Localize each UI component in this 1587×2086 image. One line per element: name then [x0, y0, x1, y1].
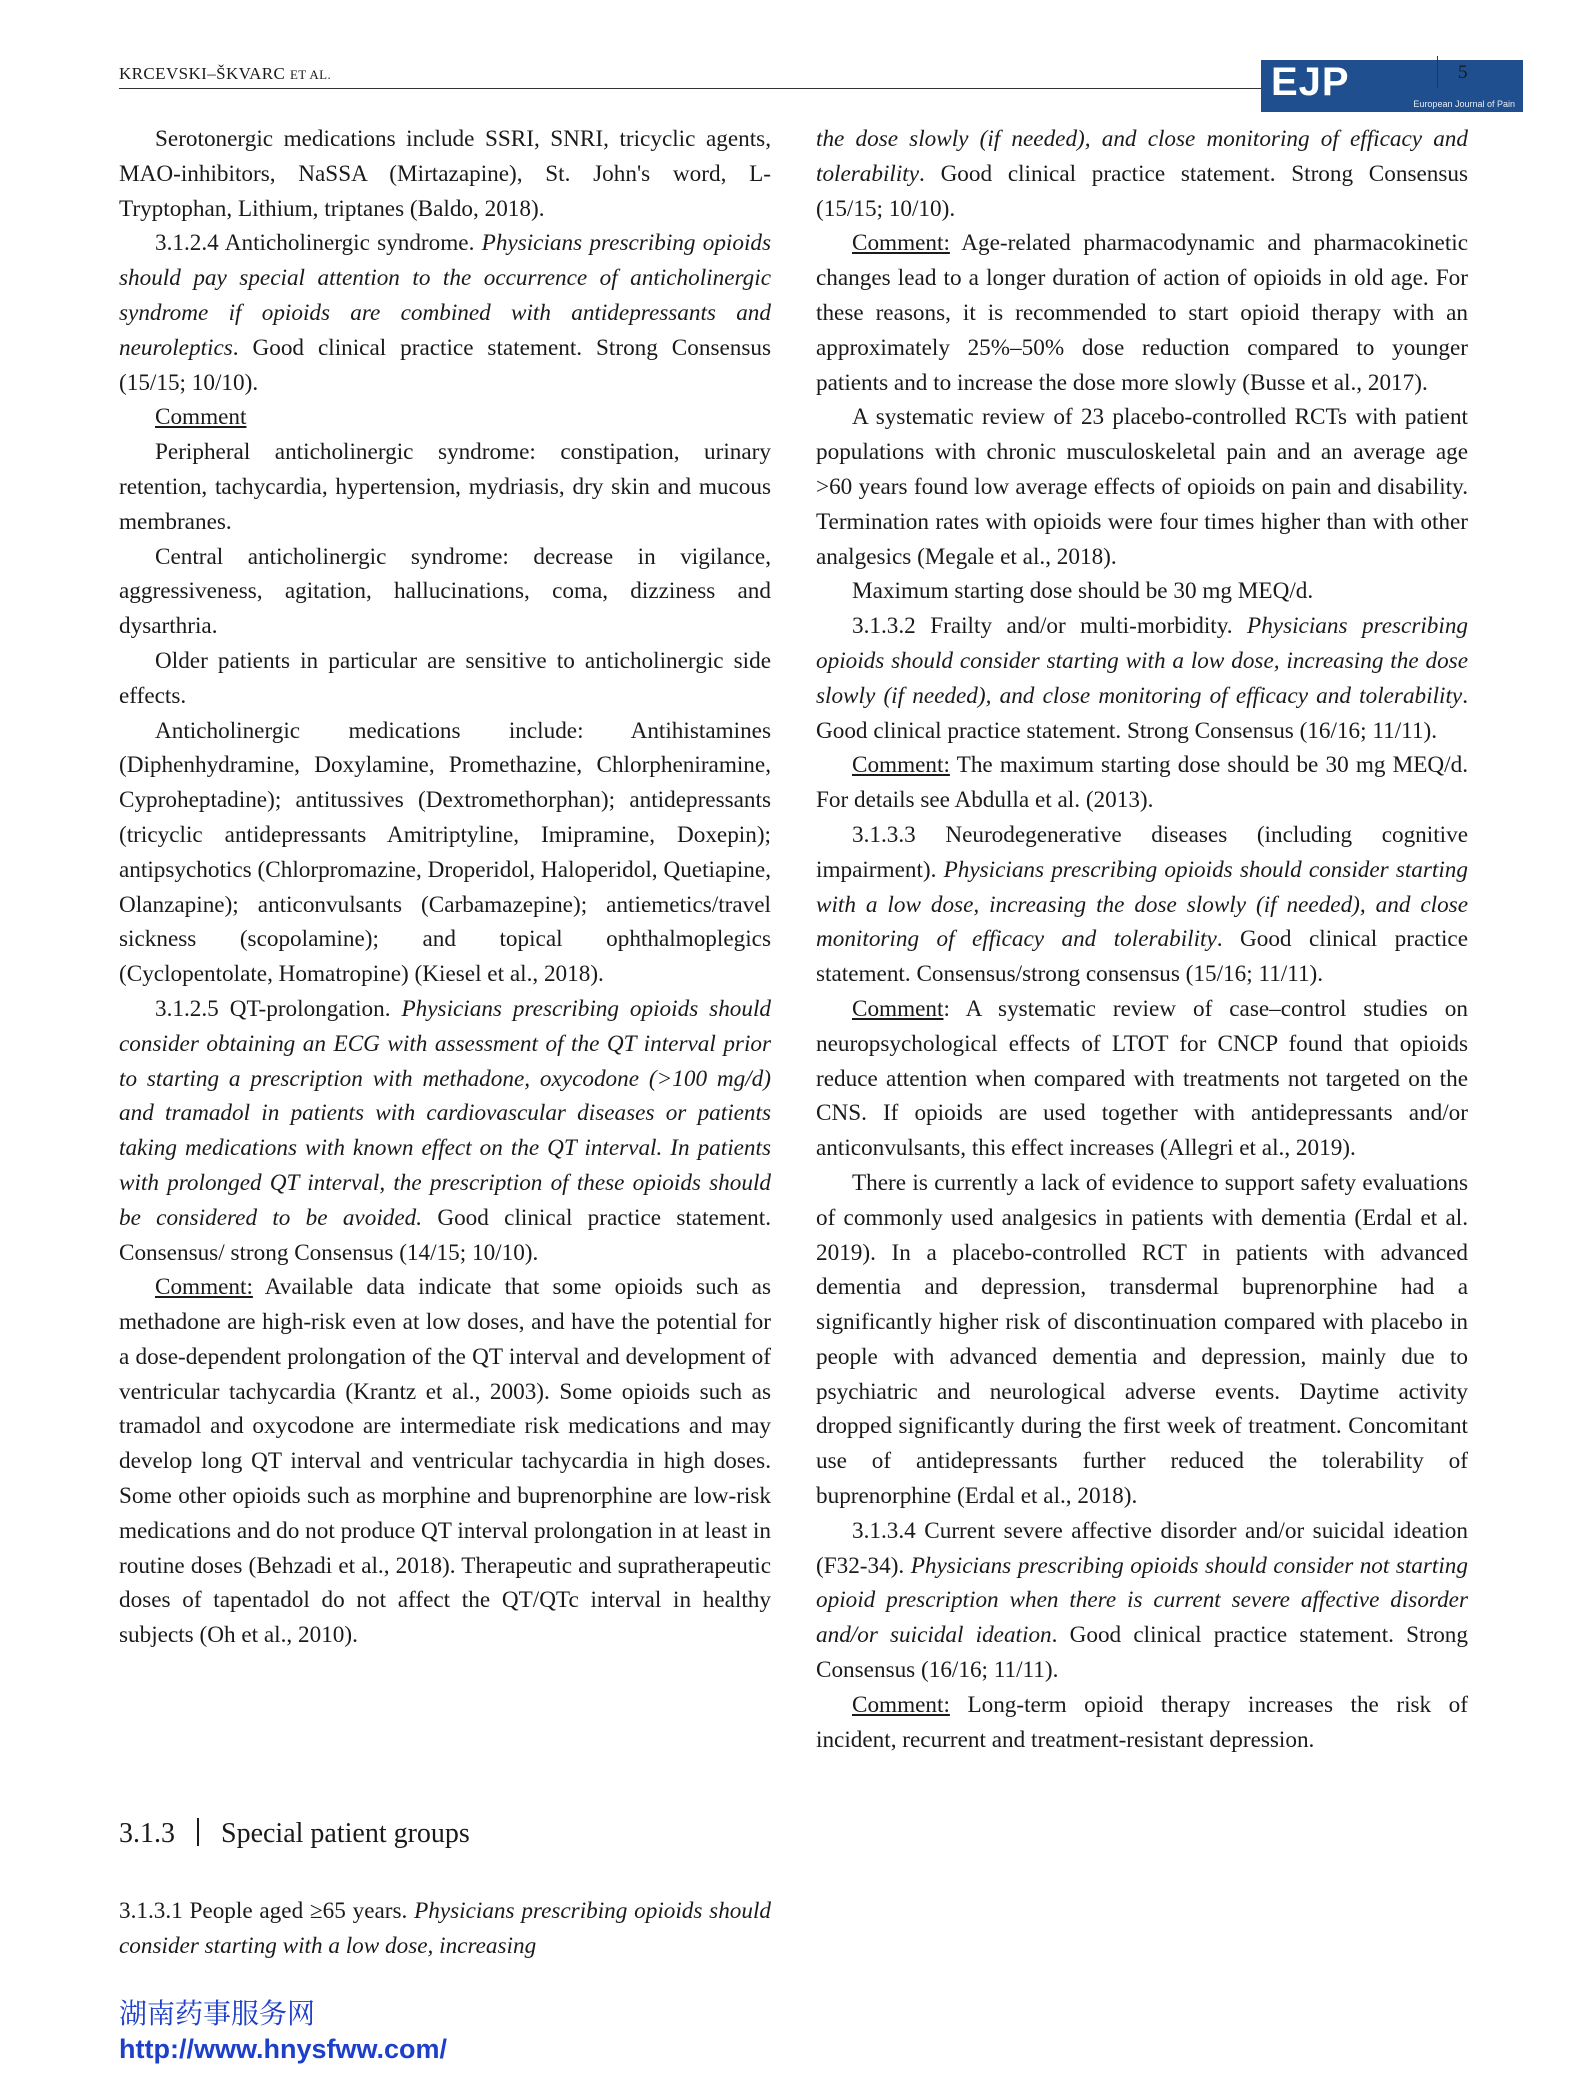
left-column — [119, 122, 771, 1653]
section-title: Special patient groups — [221, 1818, 470, 1849]
journal-logo-subtitle: European Journal of Pain — [1413, 99, 1515, 109]
comment-text: : A systematic review of case–control studies on neuropsychological effects of LTOT for CNCP found that opioids reduce attention when compared with treatments not targeted on the CNS. If opioids are used together with antidepressants and/or anticonvulsants, this effect increases (Allegri et al., 2019). — [816, 995, 1468, 1162]
comment-text: Age-related pharmacodynamic and pharmacokinetic changes lead to a longer duration of action of opioids in old age. For these reasons, it is recommended to start opioid therapy with an approximately 25%–50% dose reduction compared to younger patients and to increase the dose more slowly (Busse et al., 2017). — [816, 230, 1468, 396]
consensus-text: . Good clinical practice statement. Strong Consensus (15/15; 10/10). — [816, 160, 1468, 222]
section-number-3-1-3-2: 3.1.3.2 Frailty and/or multi-morbidity. — [852, 613, 1233, 640]
paragraph-maximum-dose: Maximum starting dose should be 30 mg MEQ/d. — [852, 578, 1314, 605]
page-number: 5 — [1458, 62, 1468, 83]
comment-label: Comment: — [852, 230, 950, 257]
consensus-text: . Good clinical practice statement. Strong Consensus (15/15; 10/10). — [119, 334, 771, 396]
paragraph-qt-comment — [119, 1270, 771, 1653]
paragraph-dementia: There is currently a lack of evidence to support safety evaluations of commonly used analgesics in patients with dementia (Erdal et al. 2019). In a placebo-controlled RCT in patients with advanced dementia and depression, transdermal buprenorphine had a significantly higher risk of discontinuation compared with placebo in people with advanced dementia and depression, mainly due to psychiatric and neurological adverse events. Daytime activity dropped significantly during the first week of treatment. Concomitant use of antidepressants further reduced the tolerability of buprenorphine (Erdal et al., 2018). — [816, 1169, 1468, 1510]
recommendation-text: Physicians prescribing opioids should consider starting with a low dose, increasing the dose slowly (if needed), and close monitoring of efficacy and tolerability — [816, 856, 1468, 953]
comment-label: Comment — [155, 404, 247, 431]
comment-label: Comment: — [852, 1691, 950, 1718]
paragraph-depression-comment — [816, 1688, 1468, 1758]
recommendation-text: Physicians prescribing opioids should consider obtaining an ECG with assessment of the QT interval prior to starting a prescription with methadone, oxycodone (>100 mg/d) and tramadol in patients with cardiovascular diseases or patients taking medications with known effect on the QT interval. In patients with prolonged QT interval, the prescription of these opioids should be considered to be avoided. — [119, 995, 772, 1231]
paragraph-age-comment — [816, 226, 1468, 400]
section-number-3-1-3-1: 3.1.3.1 People aged ≥65 years. — [119, 1898, 408, 1924]
watermark-url[interactable]: http://www.hnysfww.com/ — [119, 2034, 447, 2064]
section-heading-bar — [197, 1818, 199, 1846]
paragraph-neuro-comment — [816, 992, 1468, 1166]
paragraph-anticholinergic-medications: Anticholinergic medications include: Antihistamines (Diphenhydramine, Doxylamine, Promethazine, Chlorpheniramine, Cyproheptadine); antitussives (Dextromethorphan); antidepressants (tricyclic antidepressants Amitriptyline, Imipramine, Doxepin); antipsychotics (Chlorpromazine, Droperidol, Haloperidol, Quetiapine, Olanzapine); anticonvulsants (Carbamazepine); antiemetics/travel sickness (scopolamine); and topical ophthalmoplegics (Cyclopentolate, Homatropine) (Kiesel et al., 2018). — [119, 717, 771, 988]
comment-text: The maximum starting dose should be 30 mg MEQ/d. For details see Abdulla et al. (2013). — [816, 752, 1468, 814]
consensus-text: Good clinical practice statement. Consensus/ strong Consensus (14/15; 10/10). — [119, 1204, 771, 1266]
paragraph-peripheral: Peripheral anticholinergic syndrome: constipation, urinary retention, tachycardia, hypertension, mydriasis, dry skin and mucous membranes. — [119, 439, 771, 535]
recommendation-text: Physicians prescribing opioids should consider starting with a low dose, increasing — [119, 1898, 772, 1959]
section-number: 3.1.3 — [119, 1818, 175, 1849]
comment-text: Long-term opioid therapy increases the risk of incident, recurrent and treatment-resistant depression. — [816, 1691, 1468, 1753]
section-heading — [119, 1818, 470, 1850]
journal-logo-text: EJP — [1271, 60, 1350, 104]
comment-label: Comment — [852, 995, 944, 1022]
left-column-bottom — [119, 1894, 771, 1964]
comment-text: Available data indicate that some opioids such as methadone are high-risk even at low doses, and have the potential for a dose-dependent prolongation of the QT interval and development of ventricular tachycardia (Krantz et al., 2003). Some opioids such as tramadol and oxycodone are intermediate risk medications and may develop long QT interval and ventricular tachycardia in high doses. Some other opioids such as morphine and buprenorphine are low-risk medications and do not produce QT interval prolongation in at least in routine doses (Behzadi et al., 2018). Therapeutic and supratherapeutic doses of tapentadol do not affect the QT/QTc interval in healthy subjects (Oh et al., 2010). — [119, 1274, 771, 1649]
journal-logo — [1261, 60, 1523, 112]
section-number-3-1-2-4: 3.1.2.4 Anticholinergic syndrome. — [155, 230, 475, 257]
header-separator — [1437, 56, 1438, 88]
section-number-3-1-2-5: 3.1.2.5 QT-prolongation. — [155, 995, 391, 1022]
paragraph-frailty-comment — [816, 748, 1468, 818]
paragraph-frailty — [816, 609, 1468, 748]
paragraph-systematic-review: A systematic review of 23 placebo-controlled RCTs with patient populations with chronic musculoskeletal pain and an average age >60 years found low average effects of opioids on pain and disability. Termination rates with opioids were four times higher than with other analgesics (Megale et al., 2018). — [816, 404, 1468, 570]
running-head-suffix: ET AL. — [289, 67, 332, 82]
comment-label: Comment: — [155, 1274, 253, 1301]
paragraph-affective-disorder — [816, 1514, 1468, 1688]
page-header — [119, 60, 1515, 120]
comment-label: Comment: — [852, 752, 950, 779]
comment-heading — [119, 400, 771, 435]
recommendation-text: Physicians prescribing opioids should consider starting with a low dose, increasing the dose slowly (if needed), and close monitoring of efficacy and tolerability — [816, 613, 1469, 709]
consensus-text: . Good clinical practice statement. Consensus/strong consensus (15/16; 11/11). — [816, 926, 1468, 988]
recommendation-text: the dose slowly (if needed), and close monitoring of efficacy and tolerability — [816, 126, 1468, 187]
paragraph-people-aged-65 — [119, 1894, 771, 1964]
paragraph-serotonergic: Serotonergic medications include SSRI, SNRI, tricyclic agents, MAO-inhibitors, NaSSA (Mirtazapine), St. John's word, L-Tryptophan, Lithium, triptanes (Baldo, 2018). — [119, 126, 771, 222]
paragraph-continued-recommendation — [816, 122, 1468, 226]
paragraph-qt-prolongation — [119, 992, 771, 1270]
running-head-authors: KRCEVSKI–ŠKVARC — [119, 64, 286, 83]
recommendation-text: Physicians prescribing opioids should consider not starting opioid prescription when there is current severe affective disorder and/or suicidal ideation — [816, 1552, 1468, 1649]
paragraph-neurodegenerative — [816, 818, 1468, 992]
right-column — [816, 122, 1468, 1757]
recommendation-text: Physicians prescribing opioids should pay special attention to the occurrence of anticholinergic syndrome if opioids are combined with antidepressants and neuroleptics — [119, 230, 772, 361]
watermark-site-name: 湖南药事服务网 — [119, 1997, 316, 2030]
watermark — [119, 1996, 447, 2066]
section-number-3-1-3-4: 3.1.3.4 Current severe affective disorder and/or suicidal ideation (F32-34). — [816, 1517, 1468, 1579]
section-number-3-1-3-3: 3.1.3.3 Neurodegenerative diseases (including cognitive impairment). — [816, 821, 1468, 883]
paragraph-older-patients: Older patients in particular are sensitive to anticholinergic side effects. — [119, 647, 771, 709]
paragraph-central: Central anticholinergic syndrome: decrease in vigilance, aggressiveness, agitation, hallucinations, coma, dizziness and dysarthria. — [119, 543, 771, 640]
consensus-text: . Good clinical practice statement. Strong Consensus (16/16; 11/11). — [816, 1622, 1468, 1684]
consensus-text: . Good clinical practice statement. Strong Consensus (16/16; 11/11). — [816, 682, 1468, 744]
paragraph-anticholinergic-syndrome — [119, 226, 771, 400]
running-head — [119, 64, 331, 84]
